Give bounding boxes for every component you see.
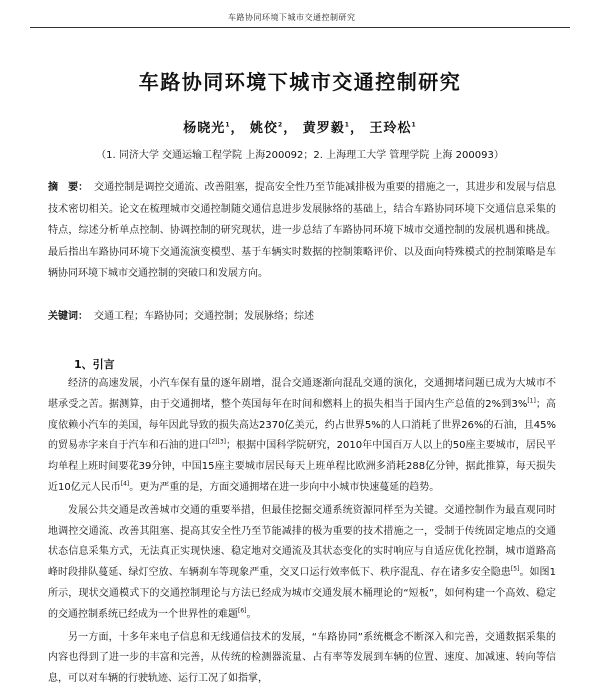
header-rule [30, 27, 570, 28]
section-heading: 1、引言 [74, 358, 115, 371]
citation: [2][3] [208, 439, 226, 447]
paper-title: 车路协同环境下城市交通控制研究 [138, 70, 462, 94]
citation: [5] [510, 565, 520, 573]
author-name: 杨晓光 [183, 121, 226, 136]
running-header-text: 车路协同环境下城市交通控制研究 [228, 13, 356, 22]
affil-mark: 1 [344, 121, 350, 129]
author-list: 杨晓光$^1$， 姚佼$^2$， 黄罗毅$^1$， 王玲松$^1$ [183, 121, 417, 136]
paragraph-text: 发展公共交通是改善城市交通的重要举措，但最佳挖掘交通系统资源同样至为关键。交通控制作为最直观同时地调控交通流、改善其阻塞、提高其安全性乃至节能减排的极为重要的技术措施之一，受制于传统固定地点的交通状态信息采集方式，无法真正实现快速、稳定地对交通流及其状态变化的实时响应与自适应优化控制，城市道路高峰时段排队蔓延、绿灯空放、车辆刹车等现象严重，交叉口运行效率低下、秩序混乱、存在诸多安全隐患 [48, 504, 556, 579]
author-name: 王玲松 [369, 121, 412, 136]
author-name: 姚佼 [250, 121, 279, 136]
paragraph-text: 另一方面，十多年来电子信息和无线通信技术的发展，“车路协同”系统概念不断深入和完善，交通数据采集的内容也得到了进一步的丰富和完善，从传统的检测器流量、占有率等发展到车辆的位置、速度、加减速、转向等信息，可以对车辆的行驶轨迹、运行工况了如指掌， [48, 631, 556, 685]
abstract-label: 摘 要： [48, 182, 89, 193]
abstract [48, 177, 556, 285]
paragraph [48, 628, 556, 690]
affil-mark: 2 [278, 121, 284, 129]
paragraph-text: 。如图1所示，现状交通模式下的交通控制理论与方法已经成为城市交通发展木桶理论的“短板”，如何构建一个高效、稳定的交通控制系统已经成为一个世界性的难题 [48, 567, 556, 620]
paragraph-text: ；根据中国科学院研究，2010年中国百万人以上的50座主要城市，居民平均单程上班时间要花39分钟，中国15座主要城市居民每天上班单程比欧洲多消耗288亿分钟，据此推算，每天损失近10亿元人民币 [48, 440, 556, 493]
citation: [1] [527, 397, 536, 405]
keywords [48, 307, 556, 322]
affil-mark: 1 [411, 121, 417, 129]
keywords-label: 关键词： [48, 311, 88, 322]
paragraph-text: 。更为严重的是，方面交通拥堵在进一步向中小城市快速蔓延的趋势。 [129, 481, 440, 493]
paragraph-text: 经济的高速发展，小汽车保有量的逐年剧增，混合交通逐渐向混乱交通的演化，交通拥堵问题已成为大城市不堪承受之苦。据测算，由于交通拥堵，整个英国每年在时间和燃料上的损失相当于国内生产总值的2%到3% [48, 378, 556, 410]
paragraph-text: 。 [246, 608, 257, 620]
paragraph [48, 374, 556, 499]
running-header [0, 0, 600, 30]
paragraph [48, 501, 556, 626]
affiliations: （1. 同济大学 交通运输工程学院 上海200092；2. 上海理工大学 管理学院 上海 200093） [96, 150, 504, 161]
citation: [6] [238, 607, 247, 615]
citation: [4] [120, 480, 130, 488]
affil-mark: 1 [225, 121, 231, 129]
paragraph-text: ；高度依赖小汽车的美国，每年因此导致的损失高达2370亿美元，约占世界5%的人口消耗了世界26%的石油，且45%的贸易赤字来自于汽车和石油的进口 [48, 398, 556, 452]
section-body [48, 374, 556, 690]
author-name: 黄罗毅 [302, 121, 345, 136]
abstract-text: 交通控制是调控交通流、改善阻塞，提高安全性乃至节能减排极为重要的措施之一，其进步和发展与信息技术密切相关。论文在梳理城市交通控制随交通信息进步发展脉络的基础上，结合车路协同环境下交通信息采集的特点，综述分析单点控制、协调控制的研究现状，进一步总结了车路协同环境下城市交通控制的发展机遇和挑战。最后指出车路协同环境下交通流演变模型、基于车辆实时数据的控制策略评价、以及面向特殊模式的控制策略是车辆协同环境下城市交通控制的突破口和发展方向。 [48, 182, 557, 279]
keywords-text: 交通工程；车路协同；交通控制；发展脉络；综述 [94, 311, 314, 322]
